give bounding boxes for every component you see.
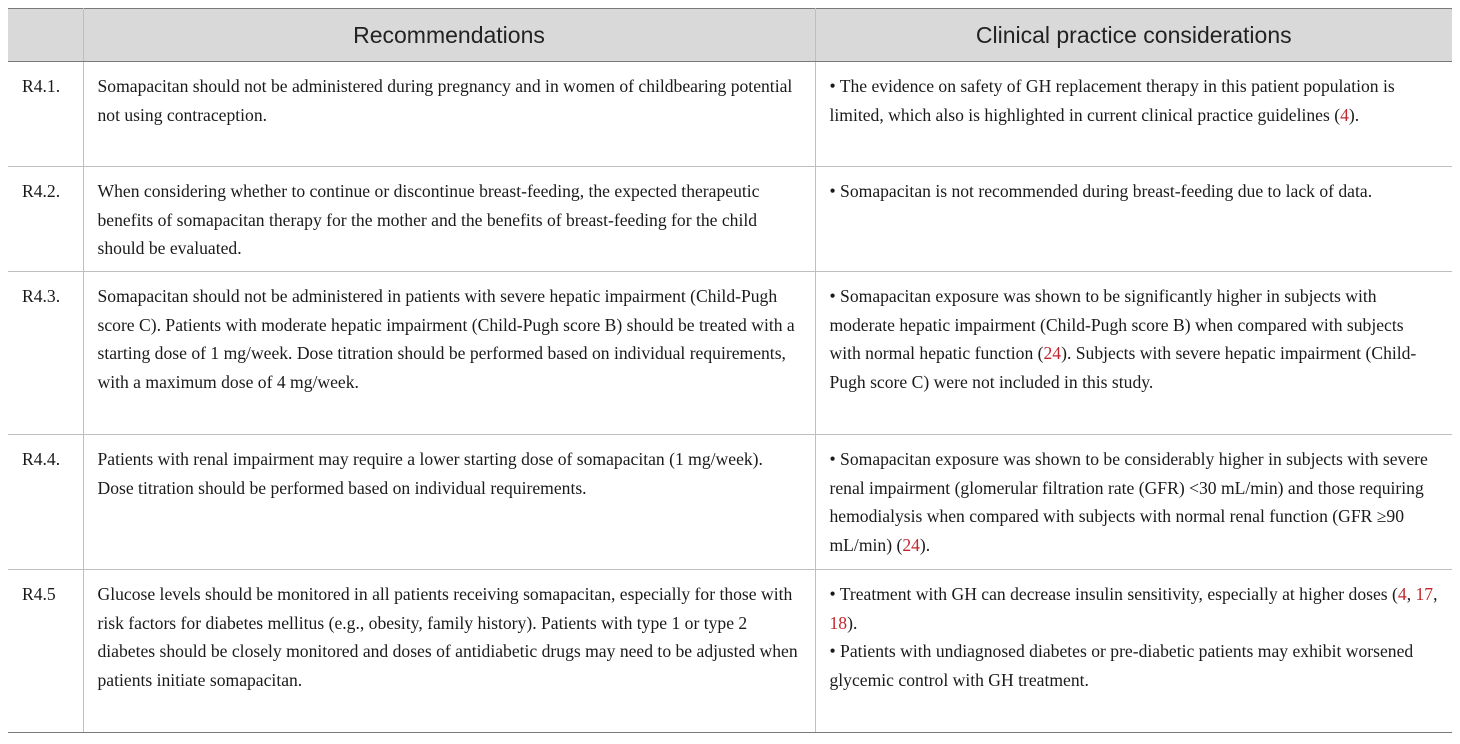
recommendation-text: Somapacitan should not be administered during pregnancy and in women of childbearing potential not using contraception. <box>83 62 815 167</box>
table-header-row <box>8 9 1452 62</box>
reference-link[interactable]: 4 <box>1340 104 1349 125</box>
table-row <box>8 167 1452 272</box>
clinical-consideration <box>815 62 1452 167</box>
recommendation-text: Patients with renal impairment may require a lower starting dose of somapacitan (1 mg/week). Dose titration should be performed based on individual requirements. <box>83 435 815 570</box>
clinical-consideration <box>815 272 1452 435</box>
recommendation-text: Somapacitan should not be administered in patients with severe hepatic impairment (Child-Pugh score C). Patients with moderate hepatic impairment (Child-Pugh score B) should be treated with a starting dose of 1 mg/week. Dose titration should be performed based on individual requirements, with a maximum dose of 4 mg/week. <box>83 272 815 435</box>
clinical-consideration <box>815 435 1452 570</box>
header-clinical-considerations: Clinical practice considerations <box>815 9 1452 62</box>
row-id: R4.4. <box>8 435 83 570</box>
row-id: R4.5 <box>8 570 83 733</box>
recommendation-text: When considering whether to continue or discontinue breast-feeding, the expected therapeutic benefits of somapacitan therapy for the mother and the benefits of breast-feeding for the child should be evaluated. <box>83 167 815 272</box>
consideration-bullet: • Somapacitan exposure was shown to be significantly higher in subjects with moderate hepatic impairment (Child-Pugh score B) when compared with subjects with normal hepatic function (24). Subjects with severe hepatic impairment (Child-Pugh score C) were not included in this study. <box>829 286 1417 392</box>
table-row <box>8 435 1452 570</box>
table-row <box>8 570 1452 733</box>
consideration-bullet: • Patients with undiagnosed diabetes or pre-diabetic patients may exhibit worsened glycemic control with GH treatment. <box>829 641 1414 690</box>
consideration-bullet: • Somapacitan is not recommended during breast-feeding due to lack of data. <box>829 181 1373 201</box>
reference-link[interactable]: 24 <box>902 534 920 555</box>
header-recommendations: Recommendations <box>83 9 815 62</box>
header-id <box>8 9 83 62</box>
recommendations-table <box>8 8 1452 733</box>
row-id: R4.2. <box>8 167 83 272</box>
reference-link[interactable]: 17 <box>1415 584 1434 604</box>
table-container <box>8 8 1452 733</box>
table-row <box>8 272 1452 435</box>
clinical-consideration <box>815 570 1452 733</box>
consideration-bullet: • The evidence on safety of GH replacement therapy in this patient population is limited, which also is highlighted in current clinical practice guidelines (4). <box>829 76 1395 125</box>
reference-link[interactable]: 4 <box>1397 584 1407 604</box>
reference-link[interactable]: 24 <box>1043 343 1062 364</box>
reference-link[interactable]: 18 <box>829 612 848 633</box>
clinical-consideration <box>815 167 1452 272</box>
consideration-bullet: • Treatment with GH can decrease insulin sensitivity, especially at higher doses (4, 17, 18). <box>829 584 1438 633</box>
row-id: R4.3. <box>8 272 83 435</box>
consideration-bullet: • Somapacitan exposure was shown to be considerably higher in subjects with severe renal impairment (glomerular filtration rate (GFR) <30 mL/min) and those requiring hemodialysis when compared with subjects with normal renal function (GFR ≥90 mL/min) (24). <box>829 449 1428 555</box>
recommendation-text: Glucose levels should be monitored in all patients receiving somapacitan, especially for those with risk factors for diabetes mellitus (e.g., obesity, family history). Patients with type 1 or type 2 diabetes should be closely monitored and doses of antidiabetic drugs may need to be adjusted when patients initiate somapacitan. <box>83 570 815 733</box>
row-id: R4.1. <box>8 62 83 167</box>
table-row <box>8 62 1452 167</box>
